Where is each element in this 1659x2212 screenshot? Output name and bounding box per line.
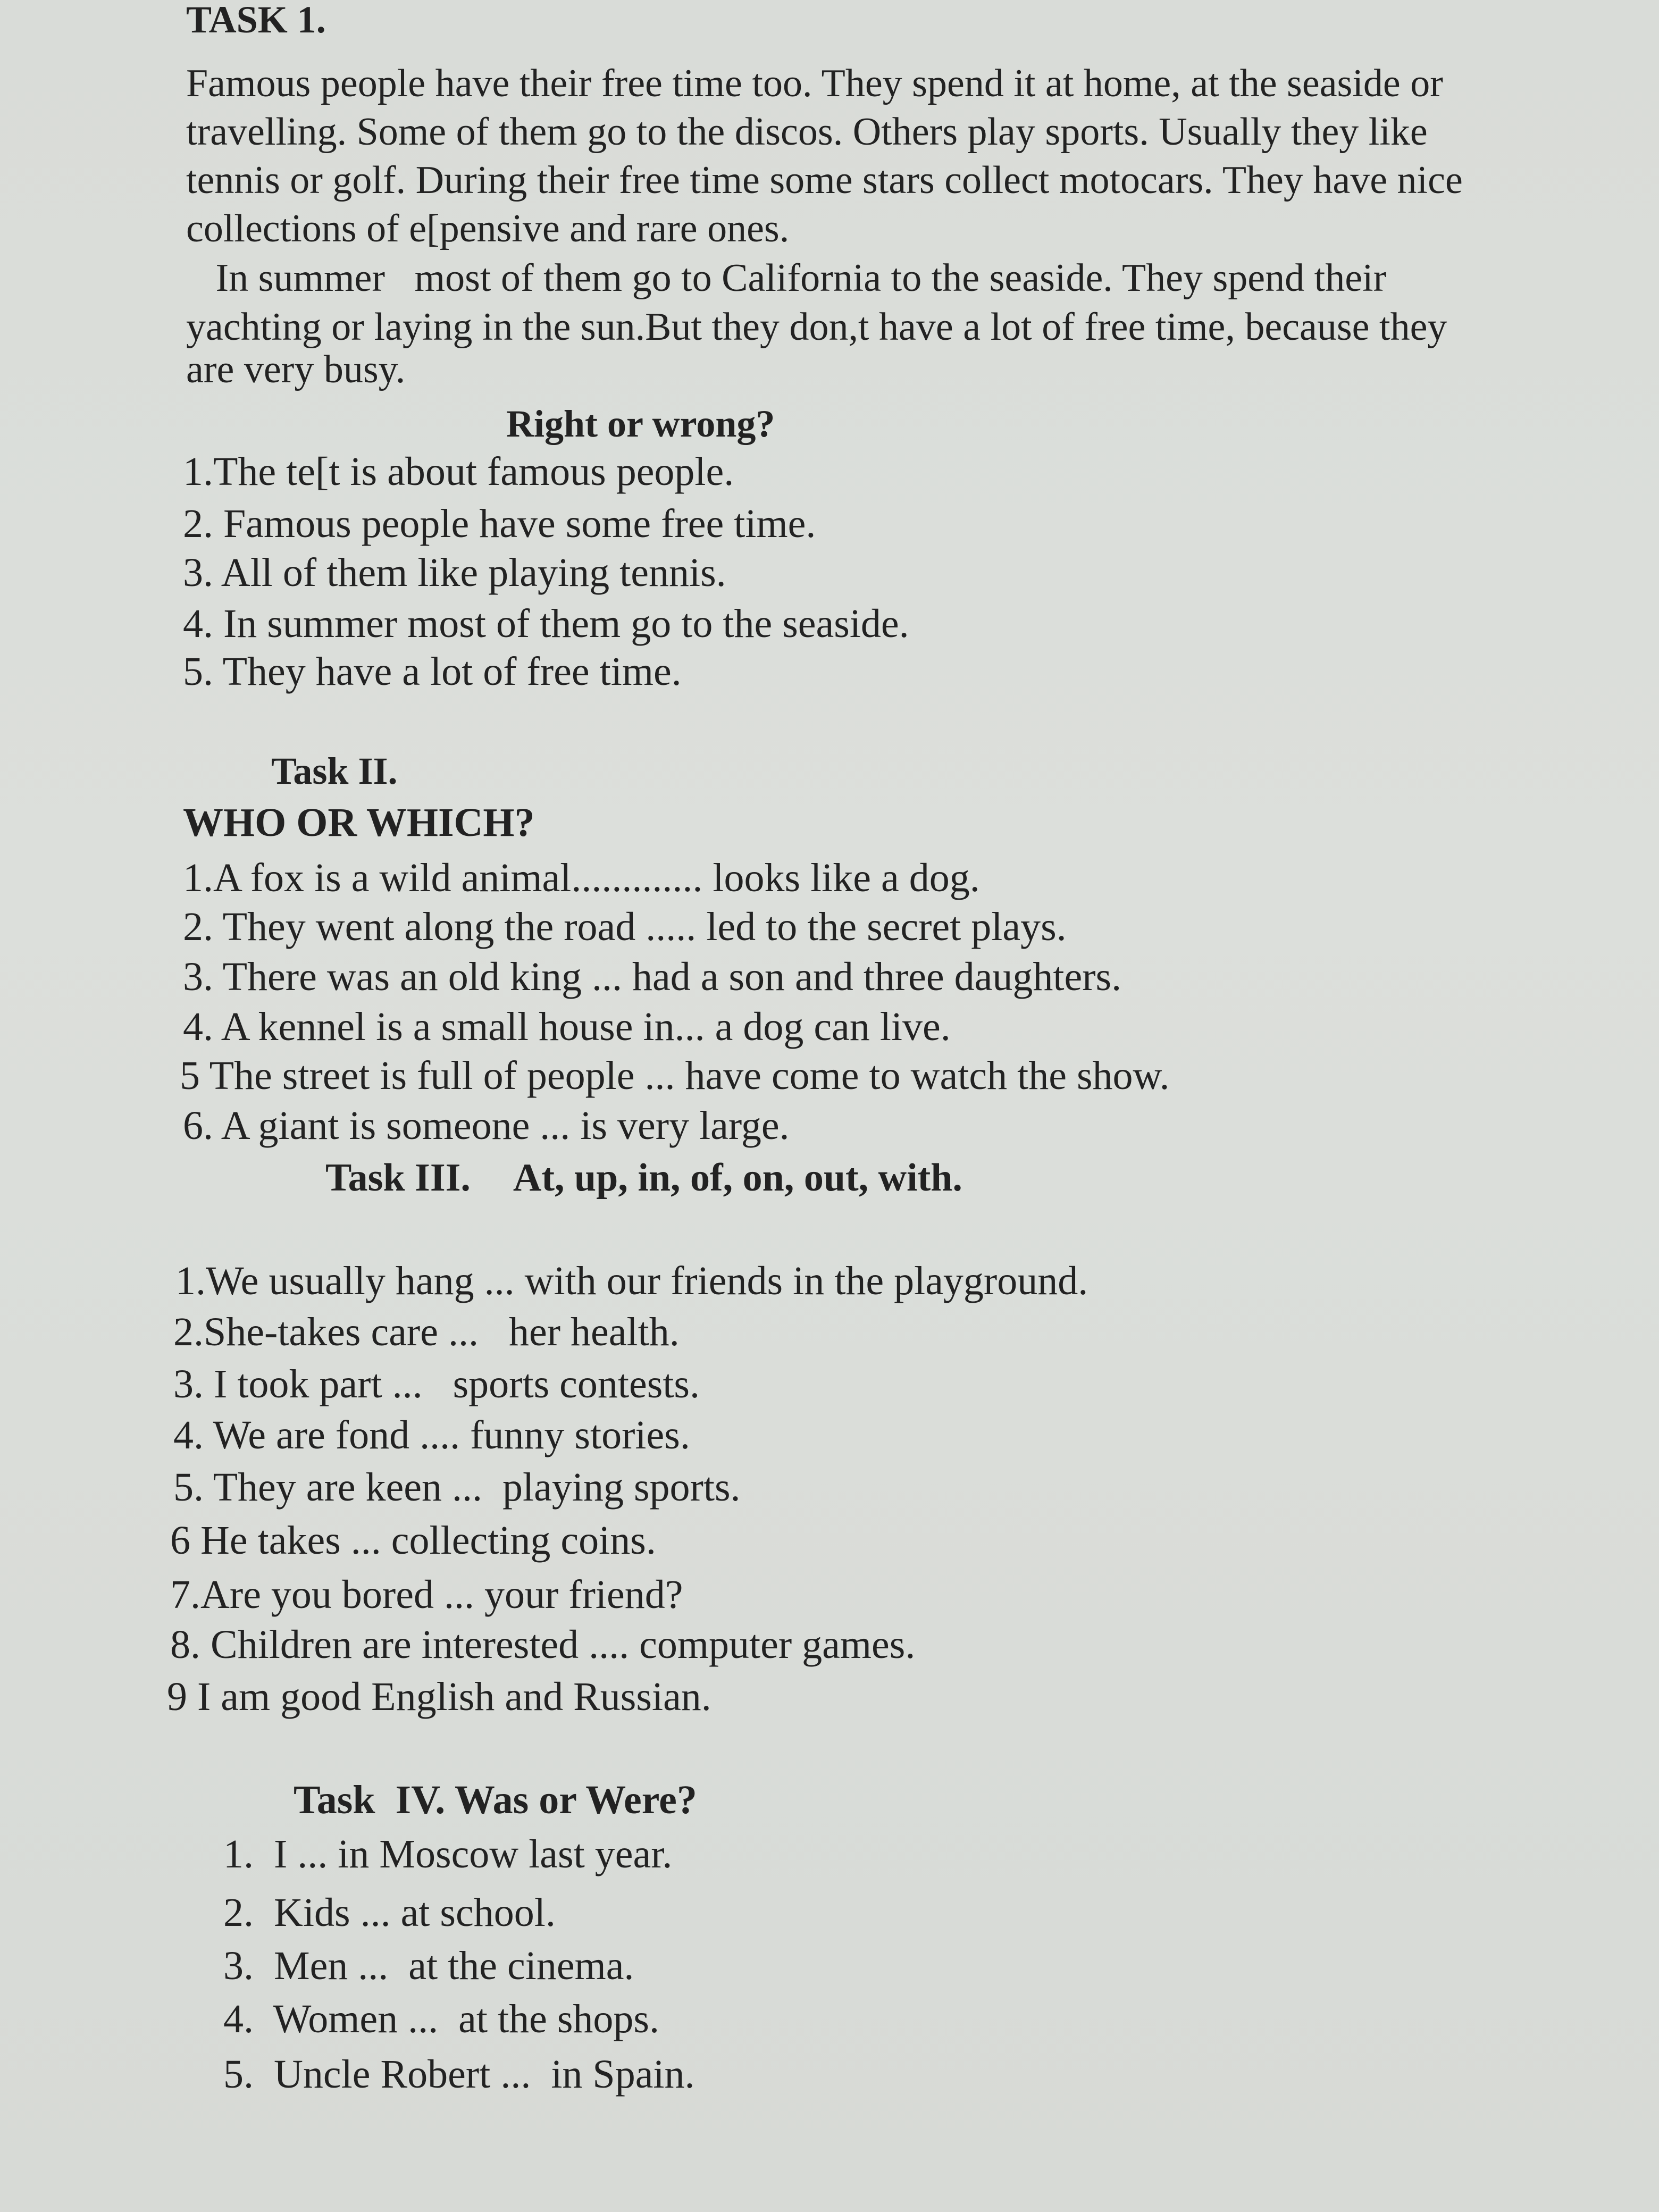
task1-item: 1.The te[t is about famous people. <box>183 449 734 494</box>
task4-item: 4. Women ... at the shops. <box>223 1997 659 2041</box>
task4-item: 3. Men ... at the cinema. <box>223 1943 634 1988</box>
task1-item: 2. Famous people have some free time. <box>183 501 816 546</box>
task3-heading <box>325 1154 962 1202</box>
task1-subtitle: Right or wrong? <box>506 403 775 445</box>
task3-item: 2.She-takes care ... her health. <box>173 1310 680 1354</box>
task1-paragraph-line: yachting or laying in the sun.But they don,t have a lot of free time, because they <box>186 305 1447 349</box>
task2-item: 4. A kennel is a small house in... a dog can live. <box>183 1004 951 1049</box>
task2-item: 1.A fox is a wild animal............. looks like a dog. <box>183 856 980 900</box>
task2-title: Task II. <box>271 750 398 792</box>
task3-item: 5. They are keen ... playing sports. <box>173 1465 741 1510</box>
task1-item: 5. They have a lot of free time. <box>183 649 682 694</box>
task4-item: 5. Uncle Robert ... in Spain. <box>223 2052 695 2097</box>
task2-item: 6. A giant is someone ... is very large. <box>183 1103 790 1148</box>
task1-paragraph-line: Famous people have their free time too. They spend it at home, at the seaside or <box>186 62 1443 105</box>
task3-item: 4. We are fond .... funny stories. <box>173 1413 690 1457</box>
task1-paragraph-line: are very busy. <box>186 348 406 391</box>
task2-subtitle: WHO OR WHICH? <box>183 800 535 845</box>
task3-title: Task III. <box>325 1156 471 1200</box>
task3-item: 9 I am good English and Russian. <box>167 1674 711 1719</box>
task1-item: 4. In summer most of them go to the seaside. <box>183 601 909 646</box>
task1-paragraph-line: collections of e[pensive and rare ones. <box>186 207 790 250</box>
task3-item: 7.Are you bored ... your friend? <box>170 1572 683 1617</box>
task3-item: 8. Children are interested .... computer games. <box>170 1622 916 1667</box>
task3-words: At, up, in, of, on, out, with. <box>513 1156 962 1200</box>
task1-paragraph-line: tennis or golf. During their free time some stars collect motocars. They have nice <box>186 158 1463 202</box>
task2-item: 2. They went along the road ..... led to the secret plays. <box>183 904 1067 949</box>
task3-item: 6 He takes ... collecting coins. <box>170 1518 656 1563</box>
task4-item: 1. I ... in Moscow last year. <box>223 1832 673 1876</box>
task1-item: 3. All of them like playing tennis. <box>183 550 726 595</box>
task1-paragraph-line: travelling. Some of them go to the discos. Others play sports. Usually they like <box>186 110 1428 154</box>
task1-title: TASK 1. <box>186 0 326 41</box>
task3-item: 3. I took part ... sports contests. <box>173 1362 700 1406</box>
task4-title: Task IV. Was or Were? <box>294 1778 697 1822</box>
task3-item: 1.We usually hang ... with our friends in the playground. <box>175 1259 1088 1303</box>
task2-item: 5 The street is full of people ... have come to watch the show. <box>180 1053 1170 1098</box>
task1-paragraph-line: In summer most of them go to California to the seaside. They spend their <box>186 256 1387 300</box>
task4-item: 2. Kids ... at school. <box>223 1890 556 1935</box>
task2-item: 3. There was an old king ... had a son and three daughters. <box>183 954 1122 999</box>
